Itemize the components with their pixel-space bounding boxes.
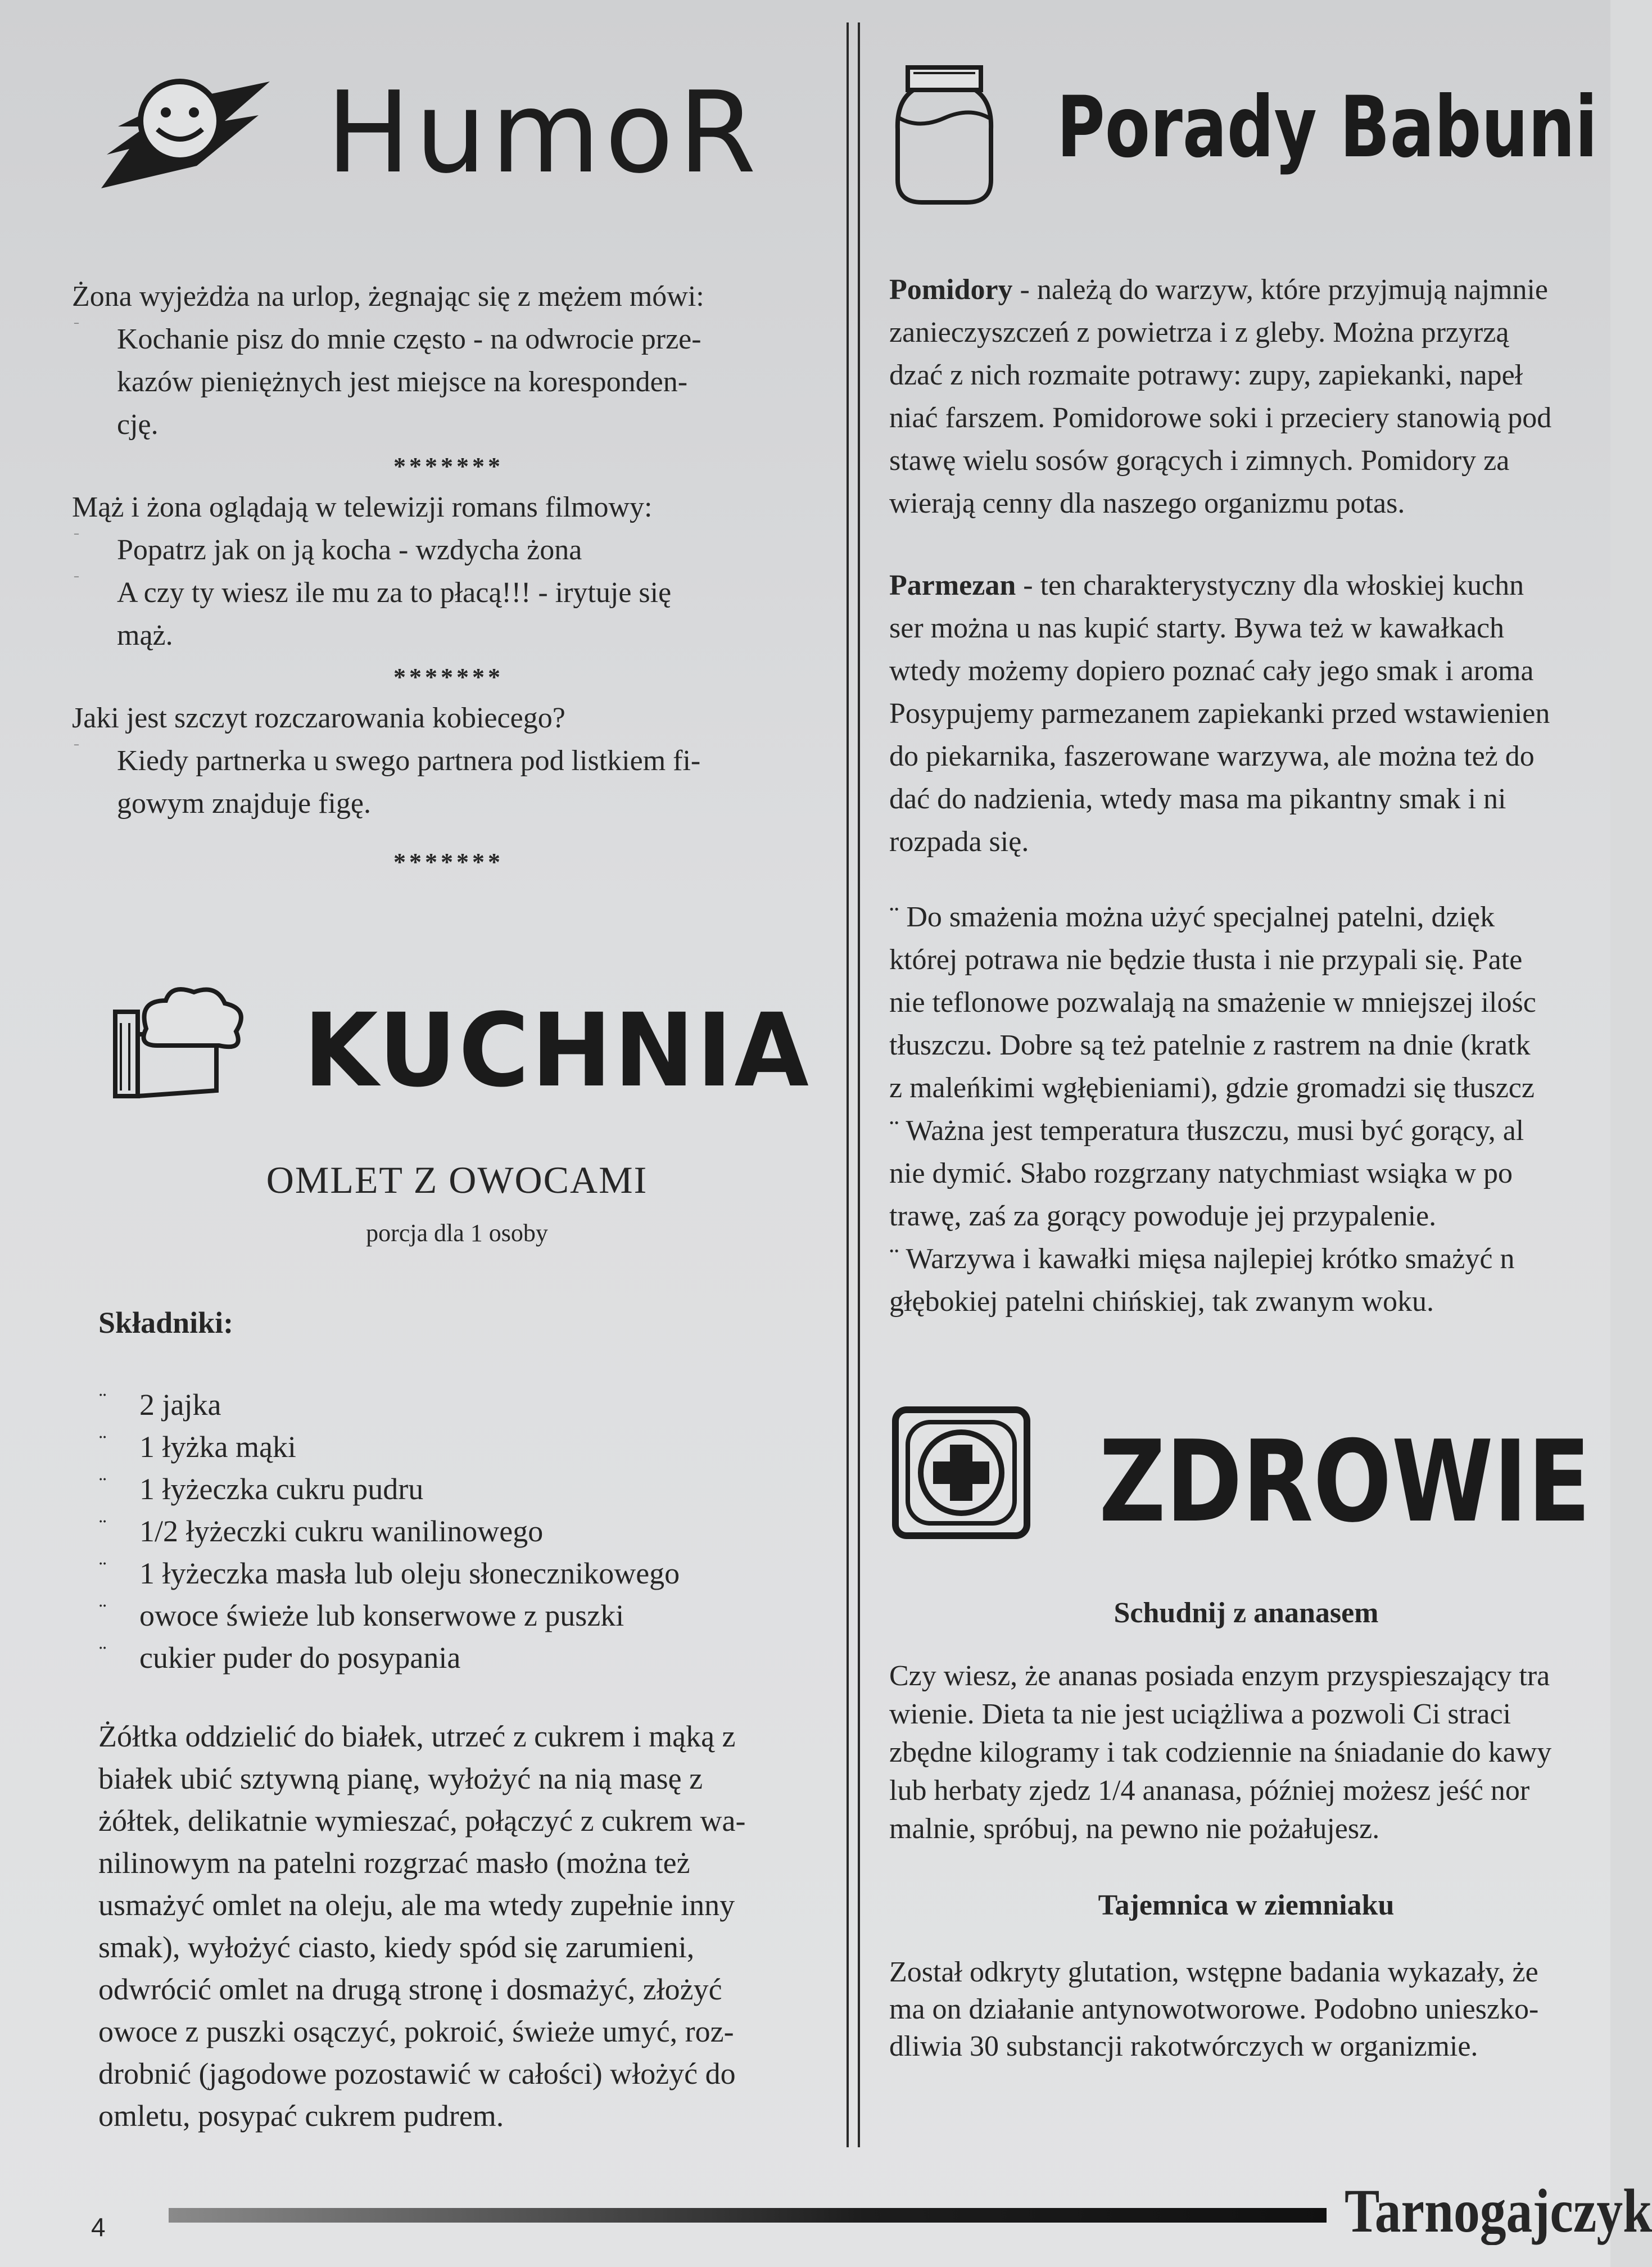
joke-2-line-2: – A czy ty wiesz ile mu za to płacą!!! - irytuje się mąż. bbox=[74, 572, 672, 651]
article-1-title: Schudnij z ananasem bbox=[1114, 1597, 1379, 1629]
article-2-body: Został odkryty glutation, wstępne badania wykazały, że ma on działanie antynowotworowe. Podobno unieszko- dliwia 30 substancji rakotwórczych w organizmie. bbox=[889, 1956, 1539, 2062]
zdrowie-title: ZDROWIE bbox=[1099, 1417, 1591, 1547]
joke-3-setup: Jaki jest szczyt rozczarowania kobiecego? bbox=[72, 702, 565, 734]
article-1-body: Czy wiesz, że ananas posiada enzym przyspieszający tra wienie. Dieta ta nie jest uciążliwa a pozwoli Ci straci zbędne kilogramy i tak codziennie na śniadanie do kawy lub herbaty zjedz 1/4 ananasa, później możesz jeść nor malnie, spróbuj, na pewno nie pożałujesz. bbox=[889, 1660, 1552, 1845]
humor-title: HumoR bbox=[326, 67, 761, 198]
joke-2-setup: Mąż i żona oglądają w telewizji romans filmowy: bbox=[72, 491, 653, 523]
magazine-title: Tarnogajczyk bbox=[1345, 2176, 1652, 2245]
column-divider-right bbox=[858, 22, 860, 2147]
article-2-title: Tajemnica w ziemniaku bbox=[1098, 1889, 1395, 1921]
list-item: ¨ 1 łyżeczka cukru pudru bbox=[99, 1472, 424, 1506]
humor-section bbox=[72, 275, 825, 882]
zdrowie-section bbox=[889, 1592, 1610, 2065]
separator: ******* bbox=[393, 663, 504, 691]
list-item: ¨ cukier puder do posypania bbox=[99, 1641, 461, 1675]
pomidory-paragraph: Pomidory - należą do warzyw, które przyjmują najmnie bbox=[889, 274, 1548, 306]
ingredients-list bbox=[72, 1384, 825, 1679]
list-item: ¨ 1 łyżka mąki bbox=[99, 1430, 296, 1464]
recipe-method: Żółtka oddzielić do białek, utrzeć z cukrem i mąką z białek ubić sztywną pianę, wyłożyć na nią masę z żółtek, delikatnie wymieszać, połączyć z cukrem wa- nilinowym na patelni rozgrzać masło (można też usmażyć omlet na oleju, ale ma wtedy zupełnie inny smak), wyłożyć ciasto, kiedy spód się zarumieni, odwrócić omlet na drugą stronę i dosmażyć, złożyć owoce z puszki osączyć, pokroić, świeże umyć, roz- drobnić (jagodowe pozostawić w całości) włożyć do omletu, posypać cukrem pudrem. bbox=[98, 1720, 746, 2133]
list-item: ¨ 1/2 łyżeczki cukru wanilinowego bbox=[99, 1514, 544, 1548]
page-number: 4 bbox=[91, 2212, 106, 2242]
porady-section: Pomidory - należą do warzyw, które przyjmują najmnie zanieczyszczeń z powietrza i z gleby. Można przyrzą dzać z nich rozmaite potrawy: zupy, zapiekanki, napeł niać farszem. Pomidorowe soki i przeciery stanowią pod stawę wielu sosów gorących i zimnych. Pomidory za wierają cenny dla naszego organizmu potas. Parmezan - ten charakterystyczny dla włoskiej kuchn ser można u nas kupić starty. Bywa też w kawałkach wtedy możemy dopiero poznać cały jego smak i aroma Posypujemy parmezanem zapiekanki przed wstawienien do piekarnika, faszerowane warzywa, ale można też do dać do nadzienia, wtedy masa ma pikantny smak i ni rozpada się. ¨ Do smażenia można użyć specjalnej patelni, dzięk której potrawa nie będzie tłusta i nie przypali się. Pate nie teflonowe pozwalają na smażenie w mniejszej ilośc tłuszczu. Dobre są też patelnie z rastrem na dnie (kratk z maleńkimi wgłębieniami), gdzie gromadzi się tłuszcz ¨ Ważna jest temperatura tłuszczu, musi być gorący, al nie dymić. Słabo rozgrzany natychmiast wsiąka w po trawę, zaś za gorący powoduje jej przypalenie. ¨ Warzywa i kawałki mięsa najlepiej krótko smażyć n głębokiej patelni chińskiej, tak zwanym woku. bbox=[889, 269, 1610, 1323]
jar-icon bbox=[891, 56, 998, 208]
ingredients-section bbox=[98, 1301, 852, 1344]
smiley-face-icon bbox=[84, 59, 275, 200]
separator: ******* bbox=[393, 453, 504, 480]
joke-1-setup: Żona wyjeżdża na urlop, żegnając się z mężem mówi: bbox=[72, 280, 704, 313]
first-aid-cross-icon bbox=[891, 1405, 1031, 1540]
parmezan-paragraph: Parmezan - ten charakterystyczny dla włoskiej kuchn bbox=[889, 569, 1524, 601]
joke-3-line: – Kiedy partnerka u swego partnera pod listkiem fi- gowym znajduje figę. bbox=[74, 740, 701, 820]
frying-tips: ¨ Do smażenia można użyć specjalnej patelni, dzięk której potrawa nie będzie tłusta i nie przypali się. Pate nie teflonowe pozwalają na smażenie w mniejszej ilośc tłuszczu. Dobre są też patelnie z rastrem na dnie (kratk z maleńkimi wgłębieniami), gdzie gromadzi się tłuszcz ¨ Ważna jest temperatura tłuszczu, musi być gorący, al nie dymić. Słabo rozgrzany natychmiast wsiąka w po trawę, zaś za gorący powoduje jej przypalenie. ¨ Warzywa i kawałki mięsa najlepiej krótko smażyć n głębokiej patelni chińskiej, tak zwanym woku. bbox=[889, 901, 1536, 1318]
porady-title: Porady Babuni bbox=[1057, 79, 1598, 177]
recipe-subtitle: porcja dla 1 osoby bbox=[366, 1219, 548, 1247]
joke-2-line-1: – Popatrz jak on ją kocha - wzdycha żona bbox=[74, 529, 582, 566]
list-item: ¨ owoce świeże lub konserwowe z puszki bbox=[99, 1599, 624, 1632]
joke-1-line: – Kochanie pisz do mnie często - na odwrocie prze- kazów pieniężnych jest miejsce na koresponden- cję. bbox=[74, 318, 701, 441]
footer-rule bbox=[169, 2208, 1327, 2223]
list-item: ¨ 2 jajka bbox=[99, 1388, 221, 1422]
chef-hat-icon bbox=[104, 978, 256, 1107]
recipe-title: OMLET Z OWOCAMI bbox=[266, 1159, 648, 1201]
separator: ******* bbox=[393, 848, 504, 876]
ingredients-label: Składniki: bbox=[98, 1306, 234, 1340]
kuchnia-title: KUCHNIA bbox=[304, 992, 811, 1110]
list-item: ¨ 1 łyżeczka masła lub oleju słonecznikowego bbox=[99, 1556, 680, 1590]
